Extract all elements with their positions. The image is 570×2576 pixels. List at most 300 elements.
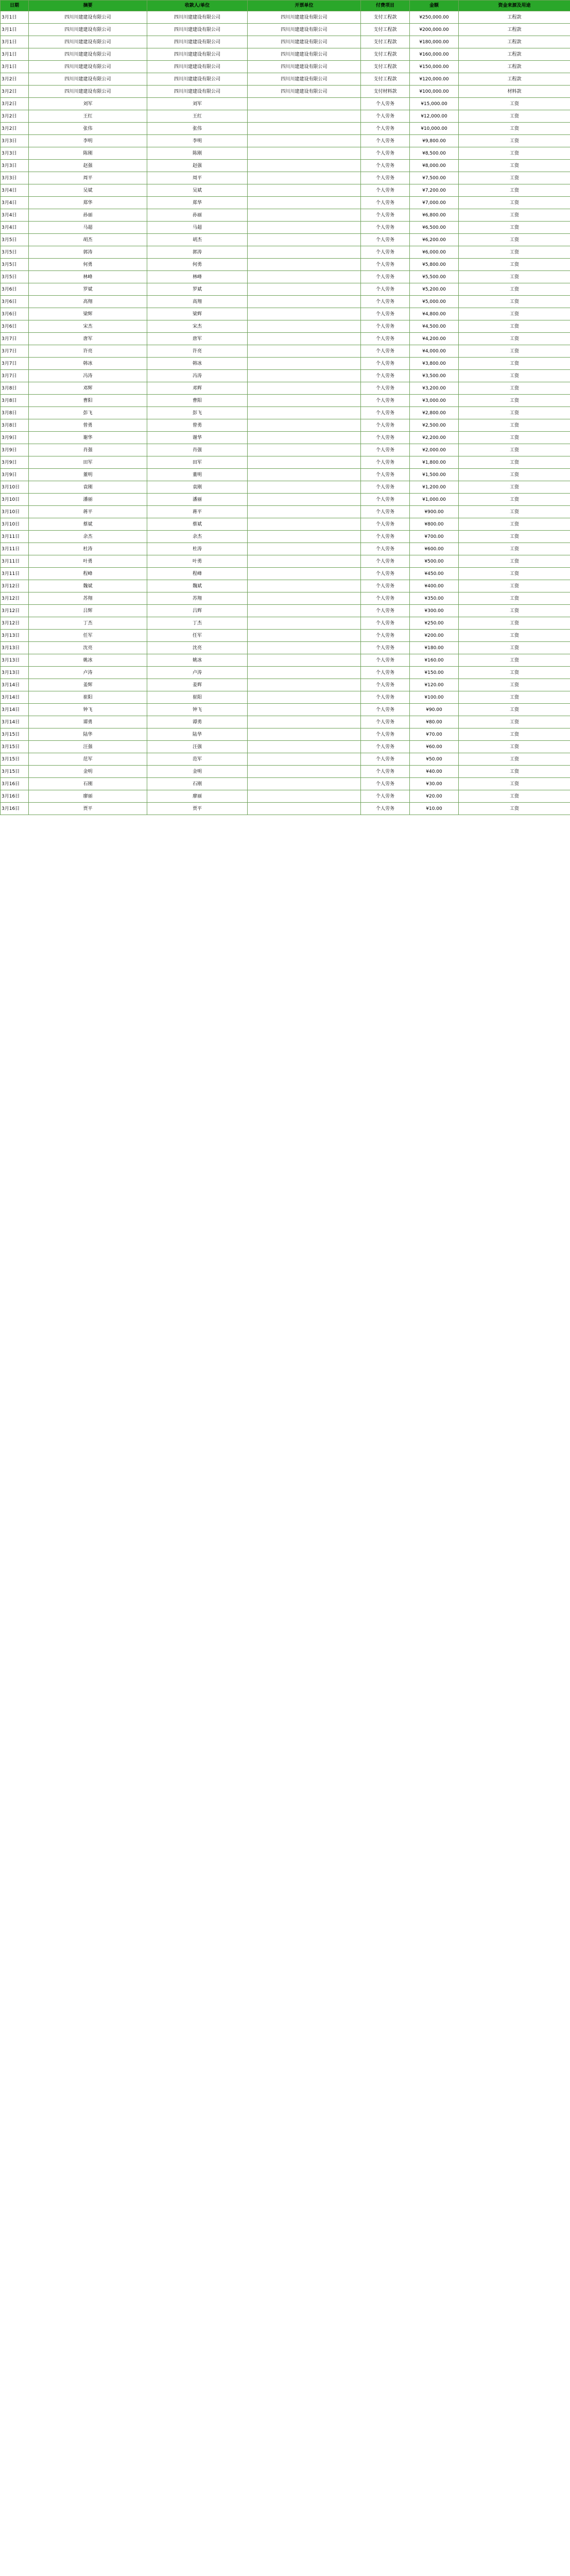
cell-item[interactable]: 个人劳务 xyxy=(361,630,410,642)
cell-payee[interactable]: 宋杰 xyxy=(147,320,248,333)
cell-item[interactable]: 个人劳务 xyxy=(361,679,410,691)
cell-item[interactable]: 个人劳务 xyxy=(361,716,410,728)
cell-date[interactable]: 3月7日 xyxy=(1,358,29,370)
cell-invoice[interactable] xyxy=(248,753,361,766)
cell-invoice[interactable]: 四川川建建设有限公司 xyxy=(248,61,361,73)
cell-date[interactable]: 3月9日 xyxy=(1,444,29,456)
cell-date[interactable]: 3月13日 xyxy=(1,667,29,679)
cell-amount[interactable]: ¥250.00 xyxy=(410,617,459,630)
cell-use[interactable]: 工资 xyxy=(459,790,570,803)
cell-use[interactable]: 工资 xyxy=(459,98,570,110)
cell-amount[interactable]: ¥5,000.00 xyxy=(410,296,459,308)
cell-amount[interactable]: ¥70.00 xyxy=(410,728,459,741)
cell-date[interactable]: 3月12日 xyxy=(1,592,29,605)
cell-summary[interactable]: 钟飞 xyxy=(29,704,147,716)
cell-date[interactable]: 3月15日 xyxy=(1,728,29,741)
cell-use[interactable]: 工资 xyxy=(459,679,570,691)
cell-summary[interactable]: 郭涛 xyxy=(29,246,147,259)
cell-summary[interactable]: 吕辉 xyxy=(29,605,147,617)
cell-summary[interactable]: 高翔 xyxy=(29,296,147,308)
cell-use[interactable]: 工资 xyxy=(459,531,570,543)
cell-summary[interactable]: 董明 xyxy=(29,469,147,481)
cell-amount[interactable]: ¥250,000.00 xyxy=(410,11,459,24)
cell-amount[interactable]: ¥7,000.00 xyxy=(410,197,459,209)
cell-invoice[interactable] xyxy=(248,296,361,308)
cell-invoice[interactable] xyxy=(248,456,361,469)
cell-invoice[interactable] xyxy=(248,345,361,358)
cell-payee[interactable]: 杜涛 xyxy=(147,543,248,555)
cell-summary[interactable]: 姜辉 xyxy=(29,679,147,691)
cell-invoice[interactable] xyxy=(248,222,361,234)
cell-invoice[interactable] xyxy=(248,147,361,160)
cell-summary[interactable]: 唐军 xyxy=(29,333,147,345)
cell-invoice[interactable] xyxy=(248,580,361,592)
cell-amount[interactable]: ¥6,200.00 xyxy=(410,234,459,246)
cell-payee[interactable]: 韩冰 xyxy=(147,358,248,370)
cell-use[interactable]: 工程款 xyxy=(459,11,570,24)
cell-date[interactable]: 3月14日 xyxy=(1,704,29,716)
cell-amount[interactable]: ¥100,000.00 xyxy=(410,86,459,98)
cell-item[interactable]: 支付工程款 xyxy=(361,61,410,73)
cell-summary[interactable]: 贾平 xyxy=(29,803,147,815)
cell-item[interactable]: 个人劳务 xyxy=(361,494,410,506)
cell-item[interactable]: 个人劳务 xyxy=(361,617,410,630)
cell-payee[interactable]: 高翔 xyxy=(147,296,248,308)
cell-invoice[interactable] xyxy=(248,382,361,395)
cell-amount[interactable]: ¥50.00 xyxy=(410,753,459,766)
col-header-date[interactable]: 日期 xyxy=(1,1,29,11)
cell-use[interactable]: 工资 xyxy=(459,753,570,766)
cell-amount[interactable]: ¥450.00 xyxy=(410,568,459,580)
cell-date[interactable]: 3月15日 xyxy=(1,766,29,778)
cell-item[interactable]: 个人劳务 xyxy=(361,98,410,110)
cell-date[interactable]: 3月1日 xyxy=(1,11,29,24)
cell-summary[interactable]: 陆华 xyxy=(29,728,147,741)
cell-summary[interactable]: 马超 xyxy=(29,222,147,234)
cell-date[interactable]: 3月16日 xyxy=(1,778,29,790)
cell-invoice[interactable] xyxy=(248,246,361,259)
cell-use[interactable]: 工资 xyxy=(459,135,570,147)
cell-date[interactable]: 3月13日 xyxy=(1,654,29,667)
cell-use[interactable]: 工资 xyxy=(459,283,570,296)
cell-use[interactable]: 工资 xyxy=(459,580,570,592)
cell-summary[interactable]: 宋杰 xyxy=(29,320,147,333)
cell-payee[interactable]: 姜辉 xyxy=(147,679,248,691)
cell-item[interactable]: 个人劳务 xyxy=(361,605,410,617)
cell-amount[interactable]: ¥7,200.00 xyxy=(410,184,459,197)
cell-date[interactable]: 3月2日 xyxy=(1,110,29,123)
cell-use[interactable]: 工资 xyxy=(459,444,570,456)
cell-payee[interactable]: 贾平 xyxy=(147,803,248,815)
cell-item[interactable]: 个人劳务 xyxy=(361,419,410,432)
cell-payee[interactable]: 李明 xyxy=(147,135,248,147)
cell-date[interactable]: 3月10日 xyxy=(1,506,29,518)
cell-payee[interactable]: 刘军 xyxy=(147,98,248,110)
cell-invoice[interactable]: 四川川建建设有限公司 xyxy=(248,86,361,98)
cell-amount[interactable]: ¥2,500.00 xyxy=(410,419,459,432)
cell-payee[interactable]: 四川川建建设有限公司 xyxy=(147,48,248,61)
cell-item[interactable]: 个人劳务 xyxy=(361,778,410,790)
cell-use[interactable]: 工资 xyxy=(459,395,570,407)
cell-use[interactable]: 工资 xyxy=(459,803,570,815)
cell-invoice[interactable] xyxy=(248,98,361,110)
cell-date[interactable]: 3月8日 xyxy=(1,407,29,419)
cell-item[interactable]: 支付材料款 xyxy=(361,86,410,98)
cell-amount[interactable]: ¥100.00 xyxy=(410,691,459,704)
cell-summary[interactable]: 杜涛 xyxy=(29,543,147,555)
cell-payee[interactable]: 吴斌 xyxy=(147,184,248,197)
cell-date[interactable]: 3月8日 xyxy=(1,395,29,407)
cell-invoice[interactable] xyxy=(248,642,361,654)
cell-summary[interactable]: 叶勇 xyxy=(29,555,147,568)
cell-item[interactable]: 个人劳务 xyxy=(361,518,410,531)
col-header-invoice[interactable]: 开票单位 xyxy=(248,1,361,11)
cell-use[interactable]: 工资 xyxy=(459,172,570,184)
cell-date[interactable]: 3月15日 xyxy=(1,753,29,766)
cell-item[interactable]: 个人劳务 xyxy=(361,160,410,172)
cell-item[interactable]: 个人劳务 xyxy=(361,395,410,407)
col-header-use[interactable]: 资金来源及用途 xyxy=(459,1,570,11)
cell-item[interactable]: 个人劳务 xyxy=(361,691,410,704)
col-header-amount[interactable]: 金额 xyxy=(410,1,459,11)
cell-payee[interactable]: 钟飞 xyxy=(147,704,248,716)
cell-item[interactable]: 个人劳务 xyxy=(361,803,410,815)
cell-use[interactable]: 工资 xyxy=(459,259,570,271)
cell-use[interactable]: 工资 xyxy=(459,691,570,704)
cell-payee[interactable]: 四川川建建设有限公司 xyxy=(147,24,248,36)
cell-use[interactable]: 工资 xyxy=(459,358,570,370)
cell-amount[interactable]: ¥6,000.00 xyxy=(410,246,459,259)
cell-payee[interactable]: 潘丽 xyxy=(147,494,248,506)
cell-use[interactable]: 工资 xyxy=(459,766,570,778)
cell-date[interactable]: 3月14日 xyxy=(1,679,29,691)
cell-amount[interactable]: ¥1,200.00 xyxy=(410,481,459,494)
cell-payee[interactable]: 魏斌 xyxy=(147,580,248,592)
cell-invoice[interactable] xyxy=(248,691,361,704)
cell-amount[interactable]: ¥15,000.00 xyxy=(410,98,459,110)
cell-payee[interactable]: 吕辉 xyxy=(147,605,248,617)
cell-summary[interactable]: 姚冰 xyxy=(29,654,147,667)
cell-use[interactable]: 工程款 xyxy=(459,24,570,36)
cell-use[interactable]: 工资 xyxy=(459,716,570,728)
cell-date[interactable]: 3月12日 xyxy=(1,617,29,630)
cell-date[interactable]: 3月2日 xyxy=(1,73,29,86)
cell-summary[interactable]: 罗斌 xyxy=(29,283,147,296)
cell-amount[interactable]: ¥5,200.00 xyxy=(410,283,459,296)
cell-date[interactable]: 3月4日 xyxy=(1,209,29,222)
cell-use[interactable]: 工资 xyxy=(459,345,570,358)
cell-summary[interactable]: 周平 xyxy=(29,172,147,184)
cell-summary[interactable]: 林峰 xyxy=(29,271,147,283)
col-header-summary[interactable]: 摘要 xyxy=(29,1,147,11)
cell-item[interactable]: 个人劳务 xyxy=(361,259,410,271)
cell-invoice[interactable]: 四川川建建设有限公司 xyxy=(248,11,361,24)
cell-payee[interactable]: 孙丽 xyxy=(147,209,248,222)
cell-date[interactable]: 3月3日 xyxy=(1,147,29,160)
cell-date[interactable]: 3月12日 xyxy=(1,605,29,617)
cell-payee[interactable]: 王红 xyxy=(147,110,248,123)
cell-date[interactable]: 3月11日 xyxy=(1,555,29,568)
cell-use[interactable]: 工资 xyxy=(459,741,570,753)
cell-item[interactable]: 个人劳务 xyxy=(361,271,410,283)
cell-invoice[interactable]: 四川川建建设有限公司 xyxy=(248,48,361,61)
cell-amount[interactable]: ¥800.00 xyxy=(410,518,459,531)
cell-summary[interactable]: 苏翔 xyxy=(29,592,147,605)
cell-invoice[interactable]: 四川川建建设有限公司 xyxy=(248,36,361,48)
cell-date[interactable]: 3月8日 xyxy=(1,382,29,395)
cell-item[interactable]: 个人劳务 xyxy=(361,642,410,654)
cell-payee[interactable]: 谭勇 xyxy=(147,716,248,728)
cell-payee[interactable]: 四川川建建设有限公司 xyxy=(147,73,248,86)
cell-summary[interactable]: 陈刚 xyxy=(29,147,147,160)
cell-item[interactable]: 个人劳务 xyxy=(361,469,410,481)
cell-payee[interactable]: 许亮 xyxy=(147,345,248,358)
cell-item[interactable]: 个人劳务 xyxy=(361,184,410,197)
cell-summary[interactable]: 廖丽 xyxy=(29,790,147,803)
cell-date[interactable]: 3月10日 xyxy=(1,494,29,506)
cell-summary[interactable]: 王红 xyxy=(29,110,147,123)
cell-summary[interactable]: 冯涛 xyxy=(29,370,147,382)
cell-invoice[interactable] xyxy=(248,654,361,667)
cell-item[interactable]: 个人劳务 xyxy=(361,568,410,580)
cell-use[interactable]: 工资 xyxy=(459,333,570,345)
cell-summary[interactable]: 胡杰 xyxy=(29,234,147,246)
cell-date[interactable]: 3月1日 xyxy=(1,48,29,61)
cell-summary[interactable]: 李明 xyxy=(29,135,147,147)
cell-use[interactable]: 工资 xyxy=(459,506,570,518)
cell-summary[interactable]: 谢华 xyxy=(29,432,147,444)
cell-invoice[interactable] xyxy=(248,419,361,432)
cell-date[interactable]: 3月8日 xyxy=(1,419,29,432)
cell-amount[interactable]: ¥80.00 xyxy=(410,716,459,728)
cell-summary[interactable]: 崔阳 xyxy=(29,691,147,704)
cell-item[interactable]: 个人劳务 xyxy=(361,234,410,246)
cell-item[interactable]: 个人劳务 xyxy=(361,531,410,543)
cell-invoice[interactable] xyxy=(248,407,361,419)
cell-summary[interactable]: 彭飞 xyxy=(29,407,147,419)
cell-payee[interactable]: 赵强 xyxy=(147,160,248,172)
col-header-payee[interactable]: 收款人/单位 xyxy=(147,1,248,11)
cell-summary[interactable]: 梁辉 xyxy=(29,308,147,320)
cell-invoice[interactable]: 四川川建建设有限公司 xyxy=(248,24,361,36)
cell-date[interactable]: 3月9日 xyxy=(1,469,29,481)
cell-date[interactable]: 3月2日 xyxy=(1,98,29,110)
cell-invoice[interactable] xyxy=(248,766,361,778)
cell-invoice[interactable] xyxy=(248,469,361,481)
cell-summary[interactable]: 四川川建建设有限公司 xyxy=(29,24,147,36)
cell-item[interactable]: 个人劳务 xyxy=(361,704,410,716)
cell-amount[interactable]: ¥6,800.00 xyxy=(410,209,459,222)
cell-invoice[interactable] xyxy=(248,308,361,320)
cell-amount[interactable]: ¥90.00 xyxy=(410,704,459,716)
cell-amount[interactable]: ¥4,500.00 xyxy=(410,320,459,333)
cell-payee[interactable]: 苏翔 xyxy=(147,592,248,605)
cell-date[interactable]: 3月11日 xyxy=(1,568,29,580)
cell-use[interactable]: 工资 xyxy=(459,407,570,419)
cell-amount[interactable]: ¥1,000.00 xyxy=(410,494,459,506)
cell-payee[interactable]: 董明 xyxy=(147,469,248,481)
cell-payee[interactable]: 任军 xyxy=(147,630,248,642)
cell-invoice[interactable] xyxy=(248,197,361,209)
cell-amount[interactable]: ¥300.00 xyxy=(410,605,459,617)
cell-item[interactable]: 个人劳务 xyxy=(361,456,410,469)
cell-summary[interactable]: 谭勇 xyxy=(29,716,147,728)
cell-invoice[interactable] xyxy=(248,679,361,691)
cell-use[interactable]: 工资 xyxy=(459,432,570,444)
cell-item[interactable]: 个人劳务 xyxy=(361,135,410,147)
cell-amount[interactable]: ¥4,000.00 xyxy=(410,345,459,358)
cell-summary[interactable]: 曹阳 xyxy=(29,395,147,407)
cell-invoice[interactable] xyxy=(248,271,361,283)
cell-date[interactable]: 3月1日 xyxy=(1,24,29,36)
cell-summary[interactable]: 袁刚 xyxy=(29,481,147,494)
cell-item[interactable]: 个人劳务 xyxy=(361,123,410,135)
cell-item[interactable]: 个人劳务 xyxy=(361,753,410,766)
cell-use[interactable]: 工资 xyxy=(459,110,570,123)
cell-date[interactable]: 3月11日 xyxy=(1,531,29,543)
cell-invoice[interactable] xyxy=(248,184,361,197)
cell-use[interactable]: 工资 xyxy=(459,160,570,172)
cell-summary[interactable]: 刘军 xyxy=(29,98,147,110)
cell-date[interactable]: 3月14日 xyxy=(1,691,29,704)
cell-amount[interactable]: ¥200,000.00 xyxy=(410,24,459,36)
cell-payee[interactable]: 郭涛 xyxy=(147,246,248,259)
cell-invoice[interactable] xyxy=(248,790,361,803)
cell-summary[interactable]: 沈亮 xyxy=(29,642,147,654)
cell-use[interactable]: 工资 xyxy=(459,494,570,506)
cell-item[interactable]: 个人劳务 xyxy=(361,370,410,382)
cell-payee[interactable]: 蔡斌 xyxy=(147,518,248,531)
cell-payee[interactable]: 程峰 xyxy=(147,568,248,580)
cell-date[interactable]: 3月2日 xyxy=(1,86,29,98)
cell-summary[interactable]: 吴斌 xyxy=(29,184,147,197)
cell-invoice[interactable] xyxy=(248,135,361,147)
cell-item[interactable]: 个人劳务 xyxy=(361,667,410,679)
cell-use[interactable]: 工资 xyxy=(459,555,570,568)
cell-use[interactable]: 工资 xyxy=(459,654,570,667)
cell-payee[interactable]: 周平 xyxy=(147,172,248,184)
cell-date[interactable]: 3月15日 xyxy=(1,741,29,753)
cell-use[interactable]: 工资 xyxy=(459,197,570,209)
cell-item[interactable]: 个人劳务 xyxy=(361,407,410,419)
cell-use[interactable]: 工程款 xyxy=(459,36,570,48)
cell-invoice[interactable]: 四川川建建设有限公司 xyxy=(248,73,361,86)
cell-amount[interactable]: ¥600.00 xyxy=(410,543,459,555)
cell-amount[interactable]: ¥10.00 xyxy=(410,803,459,815)
cell-item[interactable]: 个人劳务 xyxy=(361,654,410,667)
cell-invoice[interactable] xyxy=(248,259,361,271)
cell-item[interactable]: 个人劳务 xyxy=(361,222,410,234)
cell-amount[interactable]: ¥500.00 xyxy=(410,555,459,568)
cell-date[interactable]: 3月6日 xyxy=(1,296,29,308)
cell-summary[interactable]: 蒋平 xyxy=(29,506,147,518)
cell-amount[interactable]: ¥30.00 xyxy=(410,778,459,790)
cell-date[interactable]: 3月6日 xyxy=(1,320,29,333)
cell-amount[interactable]: ¥700.00 xyxy=(410,531,459,543)
cell-item[interactable]: 个人劳务 xyxy=(361,209,410,222)
cell-use[interactable]: 工资 xyxy=(459,456,570,469)
cell-invoice[interactable] xyxy=(248,518,361,531)
cell-payee[interactable]: 郑华 xyxy=(147,197,248,209)
cell-item[interactable]: 个人劳务 xyxy=(361,345,410,358)
cell-amount[interactable]: ¥1,500.00 xyxy=(410,469,459,481)
cell-payee[interactable]: 罗斌 xyxy=(147,283,248,296)
cell-amount[interactable]: ¥40.00 xyxy=(410,766,459,778)
cell-invoice[interactable] xyxy=(248,172,361,184)
cell-use[interactable]: 工资 xyxy=(459,123,570,135)
cell-payee[interactable]: 姚冰 xyxy=(147,654,248,667)
cell-summary[interactable]: 邓辉 xyxy=(29,382,147,395)
cell-item[interactable]: 个人劳务 xyxy=(361,555,410,568)
cell-summary[interactable]: 石刚 xyxy=(29,778,147,790)
cell-date[interactable]: 3月2日 xyxy=(1,123,29,135)
cell-amount[interactable]: ¥2,000.00 xyxy=(410,444,459,456)
cell-use[interactable]: 工资 xyxy=(459,605,570,617)
cell-summary[interactable]: 四川川建建设有限公司 xyxy=(29,11,147,24)
cell-date[interactable]: 3月10日 xyxy=(1,518,29,531)
cell-payee[interactable]: 余杰 xyxy=(147,531,248,543)
cell-use[interactable]: 材料款 xyxy=(459,86,570,98)
cell-item[interactable]: 个人劳务 xyxy=(361,110,410,123)
cell-date[interactable]: 3月6日 xyxy=(1,283,29,296)
cell-item[interactable]: 个人劳务 xyxy=(361,283,410,296)
cell-summary[interactable]: 赵强 xyxy=(29,160,147,172)
cell-use[interactable]: 工资 xyxy=(459,592,570,605)
cell-invoice[interactable] xyxy=(248,333,361,345)
cell-date[interactable]: 3月7日 xyxy=(1,333,29,345)
cell-summary[interactable]: 四川川建建设有限公司 xyxy=(29,61,147,73)
cell-summary[interactable]: 任军 xyxy=(29,630,147,642)
cell-payee[interactable]: 陆华 xyxy=(147,728,248,741)
cell-date[interactable]: 3月16日 xyxy=(1,803,29,815)
cell-amount[interactable]: ¥8,000.00 xyxy=(410,160,459,172)
cell-payee[interactable]: 邓辉 xyxy=(147,382,248,395)
cell-amount[interactable]: ¥350.00 xyxy=(410,592,459,605)
cell-date[interactable]: 3月4日 xyxy=(1,222,29,234)
cell-invoice[interactable] xyxy=(248,728,361,741)
cell-payee[interactable]: 廖丽 xyxy=(147,790,248,803)
cell-summary[interactable]: 丁杰 xyxy=(29,617,147,630)
cell-invoice[interactable] xyxy=(248,617,361,630)
cell-invoice[interactable] xyxy=(248,592,361,605)
cell-payee[interactable]: 张伟 xyxy=(147,123,248,135)
cell-payee[interactable]: 林峰 xyxy=(147,271,248,283)
cell-invoice[interactable] xyxy=(248,283,361,296)
cell-use[interactable]: 工资 xyxy=(459,642,570,654)
cell-invoice[interactable] xyxy=(248,209,361,222)
cell-payee[interactable]: 石刚 xyxy=(147,778,248,790)
cell-item[interactable]: 个人劳务 xyxy=(361,246,410,259)
cell-invoice[interactable] xyxy=(248,444,361,456)
cell-item[interactable]: 个人劳务 xyxy=(361,333,410,345)
cell-amount[interactable]: ¥180,000.00 xyxy=(410,36,459,48)
cell-payee[interactable]: 曾勇 xyxy=(147,419,248,432)
cell-date[interactable]: 3月9日 xyxy=(1,432,29,444)
cell-use[interactable]: 工资 xyxy=(459,469,570,481)
cell-use[interactable]: 工资 xyxy=(459,147,570,160)
cell-amount[interactable]: ¥12,000.00 xyxy=(410,110,459,123)
cell-use[interactable]: 工资 xyxy=(459,543,570,555)
cell-invoice[interactable] xyxy=(248,667,361,679)
cell-date[interactable]: 3月3日 xyxy=(1,135,29,147)
cell-summary[interactable]: 四川川建建设有限公司 xyxy=(29,36,147,48)
cell-use[interactable]: 工程款 xyxy=(459,73,570,86)
cell-item[interactable]: 个人劳务 xyxy=(361,592,410,605)
cell-date[interactable]: 3月1日 xyxy=(1,36,29,48)
cell-amount[interactable]: ¥900.00 xyxy=(410,506,459,518)
cell-invoice[interactable] xyxy=(248,395,361,407)
cell-amount[interactable]: ¥160.00 xyxy=(410,654,459,667)
